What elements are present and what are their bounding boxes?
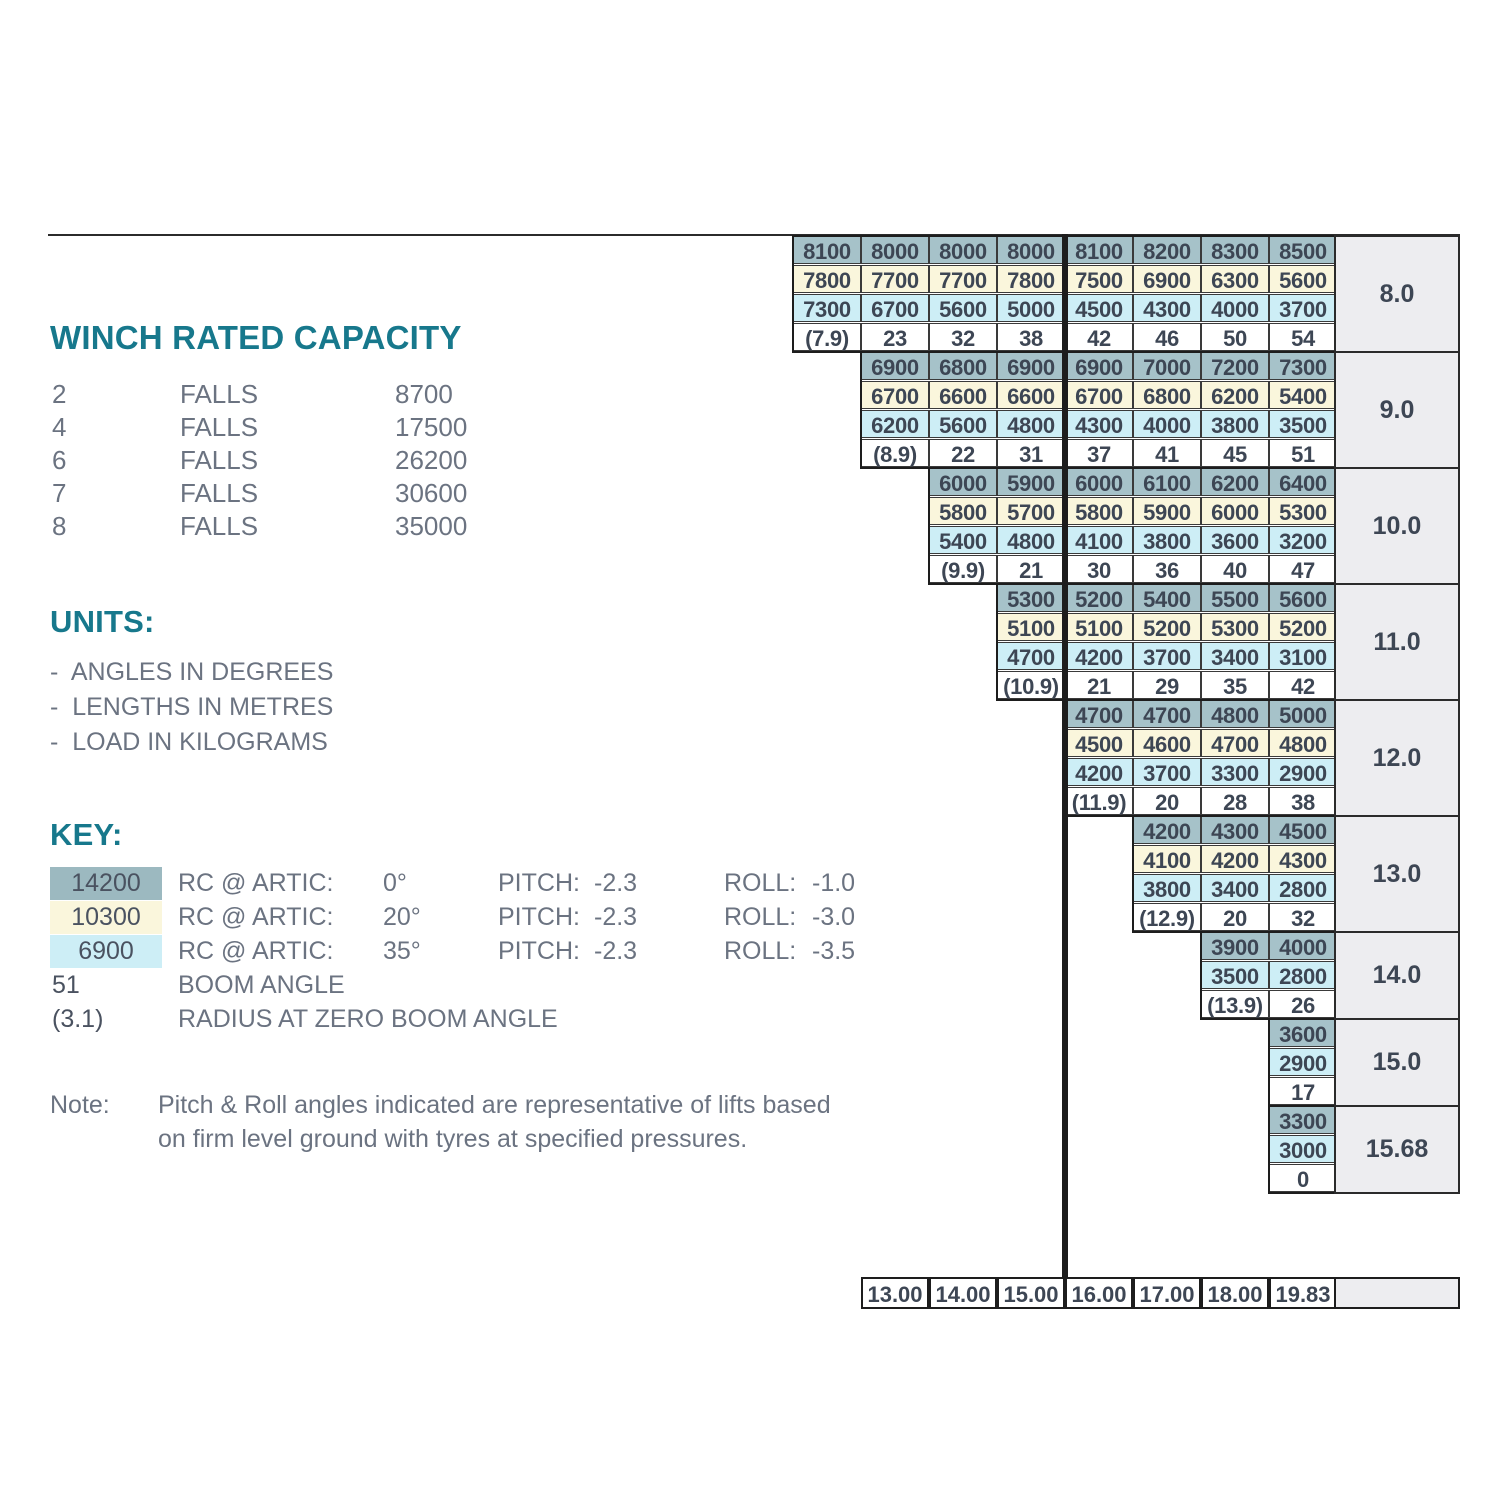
- load-cell: 40: [1201, 555, 1269, 583]
- key-swatch-artic-35: 6900: [50, 935, 162, 968]
- winch-rated-capacity-title: WINCH RATED CAPACITY: [50, 319, 462, 356]
- winch-capacity: 17500: [395, 412, 468, 442]
- load-cell: 6900: [997, 352, 1065, 380]
- load-cell: 3800: [1133, 526, 1201, 554]
- key-title: KEY:: [50, 817, 123, 852]
- load-cell: 6700: [861, 381, 929, 409]
- load-cell: 17: [1269, 1077, 1337, 1105]
- load-cell: 42: [1065, 323, 1133, 351]
- load-cell: 3500: [1201, 961, 1269, 989]
- load-cell: 4000: [1201, 294, 1269, 322]
- load-cell: 7500: [1065, 265, 1133, 293]
- load-cell: 5800: [1065, 497, 1133, 525]
- load-cell: 5100: [1065, 613, 1133, 641]
- load-cell: 3300: [1201, 758, 1269, 786]
- radius-axis-cell: 15.00: [997, 1277, 1065, 1309]
- load-cell: 7300: [793, 294, 861, 322]
- load-cell: 6000: [1065, 468, 1133, 496]
- load-cell: 3700: [1133, 758, 1201, 786]
- load-cell: 4000: [1269, 932, 1337, 960]
- load-cell: 3400: [1201, 874, 1269, 902]
- winch-falls-word: FALLS: [180, 412, 259, 442]
- key-angle: 20°: [383, 903, 421, 931]
- load-cell: 51: [1269, 439, 1337, 467]
- winch-capacity: 26200: [395, 445, 468, 475]
- load-cell: 6700: [1065, 381, 1133, 409]
- load-cell: 35: [1201, 671, 1269, 699]
- key-pitch-value: -2.3: [594, 903, 638, 931]
- winch-capacity: 30600: [395, 478, 468, 508]
- key-row-artic-20: [50, 900, 930, 934]
- load-cell: 5400: [1269, 381, 1337, 409]
- load-cell: 54: [1269, 323, 1337, 351]
- load-cell: 2900: [1269, 758, 1337, 786]
- winch-falls-count: 7: [52, 478, 67, 508]
- load-cell: 50: [1201, 323, 1269, 351]
- units-line: - LENGTHS IN METRES: [50, 693, 334, 721]
- note-line-1: Pitch & Roll angles indicated are representative of lifts based: [158, 1091, 831, 1119]
- load-cell: 5200: [1269, 613, 1337, 641]
- load-cell: 41: [1133, 439, 1201, 467]
- load-cell: 26: [1269, 990, 1337, 1018]
- load-cell: (13.9): [1201, 990, 1269, 1018]
- key-angle: 35°: [383, 937, 421, 965]
- load-cell: 3800: [1201, 410, 1269, 438]
- load-cell: 5000: [1269, 700, 1337, 728]
- key-roll-label: ROLL:: [724, 869, 797, 897]
- load-cell: 42: [1269, 671, 1337, 699]
- load-cell: 7200: [1201, 352, 1269, 380]
- key-row-boom-angle: [50, 968, 930, 1002]
- key-roll-value: -3.0: [812, 903, 856, 931]
- load-cell: 4800: [997, 410, 1065, 438]
- load-cell: 8500: [1269, 236, 1337, 264]
- key-pitch-label: PITCH:: [498, 903, 580, 931]
- load-cell: 5100: [997, 613, 1065, 641]
- load-cell: 2800: [1269, 961, 1337, 989]
- load-cell: 5900: [1133, 497, 1201, 525]
- radius-axis-corner: [1334, 1277, 1460, 1309]
- load-cell: 5600: [929, 410, 997, 438]
- load-cell: 3700: [1133, 642, 1201, 670]
- load-cell: 3600: [1201, 526, 1269, 554]
- key-pitch-label: PITCH:: [498, 869, 580, 897]
- load-cell: (7.9): [793, 323, 861, 351]
- load-cell: (11.9): [1065, 787, 1133, 815]
- winch-row: [52, 444, 930, 477]
- load-cell: 3600: [1269, 1019, 1337, 1047]
- load-cell: 8000: [929, 236, 997, 264]
- load-cell: 4700: [1201, 729, 1269, 757]
- winch-falls-word: FALLS: [180, 478, 259, 508]
- units-title: UNITS:: [50, 604, 155, 639]
- load-cell: 6200: [1201, 381, 1269, 409]
- load-cell: 4600: [1133, 729, 1201, 757]
- key-pitch-value: -2.3: [594, 937, 638, 965]
- load-cell: 29: [1133, 671, 1201, 699]
- key-angle: 0°: [383, 869, 407, 897]
- key-roll-value: -3.5: [812, 937, 856, 965]
- key-legend: [50, 866, 930, 1036]
- load-cell: 6900: [1065, 352, 1133, 380]
- load-cell: 4200: [1065, 642, 1133, 670]
- load-cell: 6900: [861, 352, 929, 380]
- load-cell: 38: [1269, 787, 1337, 815]
- load-cell: 5600: [1269, 584, 1337, 612]
- winch-falls-count: 2: [52, 379, 67, 409]
- winch-falls-count: 8: [52, 511, 67, 541]
- boom-length-label: 9.0: [1334, 351, 1460, 469]
- units-line: - ANGLES IN DEGREES: [50, 658, 334, 686]
- load-cell: 4800: [1201, 700, 1269, 728]
- load-cell: 5400: [1133, 584, 1201, 612]
- load-cell: 5900: [997, 468, 1065, 496]
- load-cell: 4800: [997, 526, 1065, 554]
- units-list: [50, 655, 930, 760]
- load-cell: 5300: [997, 584, 1065, 612]
- load-cell: 2900: [1269, 1048, 1337, 1076]
- note-block: [50, 1088, 930, 1156]
- load-cell: 32: [1269, 903, 1337, 931]
- load-cell: 5600: [929, 294, 997, 322]
- key-pitch-label: PITCH:: [498, 937, 580, 965]
- load-cell: 3200: [1269, 526, 1337, 554]
- load-cell: 30: [1065, 555, 1133, 583]
- key-row-artic-0: [50, 866, 930, 900]
- load-cell: 4100: [1065, 526, 1133, 554]
- load-cell: 8200: [1133, 236, 1201, 264]
- radius-axis-cell: 13.00: [861, 1277, 929, 1309]
- boom-length-label: 13.0: [1334, 815, 1460, 933]
- load-cell: 6000: [929, 468, 997, 496]
- winch-falls-count: 4: [52, 412, 67, 442]
- load-cell: 3000: [1269, 1135, 1337, 1163]
- load-cell: 6200: [1201, 468, 1269, 496]
- load-cell: 7700: [929, 265, 997, 293]
- load-cell: 2800: [1269, 874, 1337, 902]
- load-cell: 21: [997, 555, 1065, 583]
- key-swatch-artic-20: 10300: [50, 901, 162, 934]
- load-cell: 4200: [1133, 816, 1201, 844]
- note-line-2: on firm level ground with tyres at specified pressures.: [158, 1125, 748, 1153]
- load-cell: 4500: [1065, 294, 1133, 322]
- load-cell: 5800: [929, 497, 997, 525]
- load-cell: 4300: [1201, 816, 1269, 844]
- boom-length-label: 10.0: [1334, 467, 1460, 585]
- load-cell: 3800: [1133, 874, 1201, 902]
- key-swatch-boom-angle: 51: [52, 970, 80, 999]
- load-cell: 7300: [1269, 352, 1337, 380]
- load-cell: 6900: [1133, 265, 1201, 293]
- winch-capacity: 8700: [395, 379, 453, 409]
- boom-length-label: 14.0: [1334, 931, 1460, 1020]
- key-pitch-value: -2.3: [594, 869, 638, 897]
- load-cell: 28: [1201, 787, 1269, 815]
- load-cell: 31: [997, 439, 1065, 467]
- load-cell: 3400: [1201, 642, 1269, 670]
- radius-axis-cell: 16.00: [1065, 1277, 1133, 1309]
- load-cell: 5000: [997, 294, 1065, 322]
- load-cell: 6000: [1201, 497, 1269, 525]
- load-cell: 7800: [793, 265, 861, 293]
- winch-falls-word: FALLS: [180, 445, 259, 475]
- load-cell: 4000: [1133, 410, 1201, 438]
- load-cell: (12.9): [1133, 903, 1201, 931]
- load-cell: 6800: [1133, 381, 1201, 409]
- key-label: RC @ ARTIC:: [178, 937, 334, 965]
- load-cell: 5600: [1269, 265, 1337, 293]
- key-label: RC @ ARTIC:: [178, 869, 334, 897]
- radius-axis-cell: 17.00: [1133, 1277, 1201, 1309]
- load-cell: 47: [1269, 555, 1337, 583]
- load-cell: 8000: [997, 236, 1065, 264]
- load-cell: 23: [861, 323, 929, 351]
- boom-length-label: 15.68: [1334, 1105, 1460, 1194]
- load-cell: 5500: [1201, 584, 1269, 612]
- winch-row: [52, 378, 930, 411]
- radius-axis-cell: 18.00: [1201, 1277, 1269, 1309]
- key-label: RADIUS AT ZERO BOOM ANGLE: [178, 1005, 558, 1033]
- load-cell: 4700: [997, 642, 1065, 670]
- load-cell: 5200: [1133, 613, 1201, 641]
- load-cell: (10.9): [997, 671, 1065, 699]
- load-cell: 5400: [929, 526, 997, 554]
- load-cell: 5300: [1269, 497, 1337, 525]
- load-cell: 45: [1201, 439, 1269, 467]
- load-cell: 4700: [1133, 700, 1201, 728]
- load-cell: 32: [929, 323, 997, 351]
- radius-axis-cell: 19.83: [1269, 1277, 1337, 1309]
- load-cell: 4300: [1065, 410, 1133, 438]
- load-cell: 0: [1269, 1164, 1337, 1192]
- load-cell: 3900: [1201, 932, 1269, 960]
- boom-length-label: 8.0: [1334, 235, 1460, 353]
- load-cell: 4200: [1065, 758, 1133, 786]
- load-cell: 5700: [997, 497, 1065, 525]
- load-cell: 7700: [861, 265, 929, 293]
- load-cell: 4300: [1269, 845, 1337, 873]
- load-cell: 37: [1065, 439, 1133, 467]
- load-cell: 5200: [1065, 584, 1133, 612]
- load-cell: 4100: [1133, 845, 1201, 873]
- load-cell: 3700: [1269, 294, 1337, 322]
- load-cell: 4500: [1065, 729, 1133, 757]
- boom-length-label: 12.0: [1334, 699, 1460, 817]
- load-cell: 4300: [1133, 294, 1201, 322]
- winch-capacity: 35000: [395, 511, 468, 541]
- winch-row: [52, 510, 930, 543]
- key-swatch-zero-boom-radius: (3.1): [52, 1004, 104, 1033]
- load-cell: 46: [1133, 323, 1201, 351]
- load-cell: 21: [1065, 671, 1133, 699]
- note-text: [158, 1088, 928, 1156]
- load-cell: 8300: [1201, 236, 1269, 264]
- key-label: RC @ ARTIC:: [178, 903, 334, 931]
- winch-row: [52, 411, 930, 444]
- key-row-artic-35: [50, 934, 930, 968]
- key-roll-value: -1.0: [812, 869, 856, 897]
- key-swatch-artic-0: 14200: [50, 867, 162, 900]
- boom-length-label: 11.0: [1334, 583, 1460, 701]
- load-cell: 3300: [1269, 1106, 1337, 1134]
- load-cell: 6100: [1133, 468, 1201, 496]
- load-cell: 36: [1133, 555, 1201, 583]
- load-cell: 7000: [1133, 352, 1201, 380]
- key-roll-label: ROLL:: [724, 937, 797, 965]
- boom-length-label: 15.0: [1334, 1018, 1460, 1107]
- load-cell: 7800: [997, 265, 1065, 293]
- key-row-zero-boom-radius: [50, 1002, 930, 1036]
- load-cell: 6400: [1269, 468, 1337, 496]
- load-cell: 6300: [1201, 265, 1269, 293]
- load-cell: 5300: [1201, 613, 1269, 641]
- units-line: - LOAD IN KILOGRAMS: [50, 728, 328, 756]
- load-cell: 4700: [1065, 700, 1133, 728]
- load-cell: (8.9): [861, 439, 929, 467]
- load-cell: 6200: [861, 410, 929, 438]
- load-cell: 8100: [793, 236, 861, 264]
- winch-falls-count: 6: [52, 445, 67, 475]
- load-cell: 4500: [1269, 816, 1337, 844]
- load-cell: 3500: [1269, 410, 1337, 438]
- load-cell: 6600: [997, 381, 1065, 409]
- load-cell: 6800: [929, 352, 997, 380]
- winch-rated-capacity-list: [52, 378, 930, 543]
- info-panel: [50, 320, 930, 1156]
- load-cell: 8100: [1065, 236, 1133, 264]
- key-roll-label: ROLL:: [724, 903, 797, 931]
- note-lead: Note:: [50, 1091, 110, 1119]
- winch-falls-word: FALLS: [180, 379, 259, 409]
- load-cell: 20: [1201, 903, 1269, 931]
- winch-row: [52, 477, 930, 510]
- load-cell: 8000: [861, 236, 929, 264]
- load-cell: 3100: [1269, 642, 1337, 670]
- load-cell: 22: [929, 439, 997, 467]
- load-cell: 4200: [1201, 845, 1269, 873]
- load-cell: 20: [1133, 787, 1201, 815]
- radius-group-divider: [1062, 234, 1068, 1309]
- winch-falls-word: FALLS: [180, 511, 259, 541]
- load-cell: 6700: [861, 294, 929, 322]
- radius-axis-cell: 14.00: [929, 1277, 997, 1309]
- load-cell: 38: [997, 323, 1065, 351]
- key-label: BOOM ANGLE: [178, 971, 345, 999]
- load-cell: (9.9): [929, 555, 997, 583]
- load-cell: 4800: [1269, 729, 1337, 757]
- load-cell: 6600: [929, 381, 997, 409]
